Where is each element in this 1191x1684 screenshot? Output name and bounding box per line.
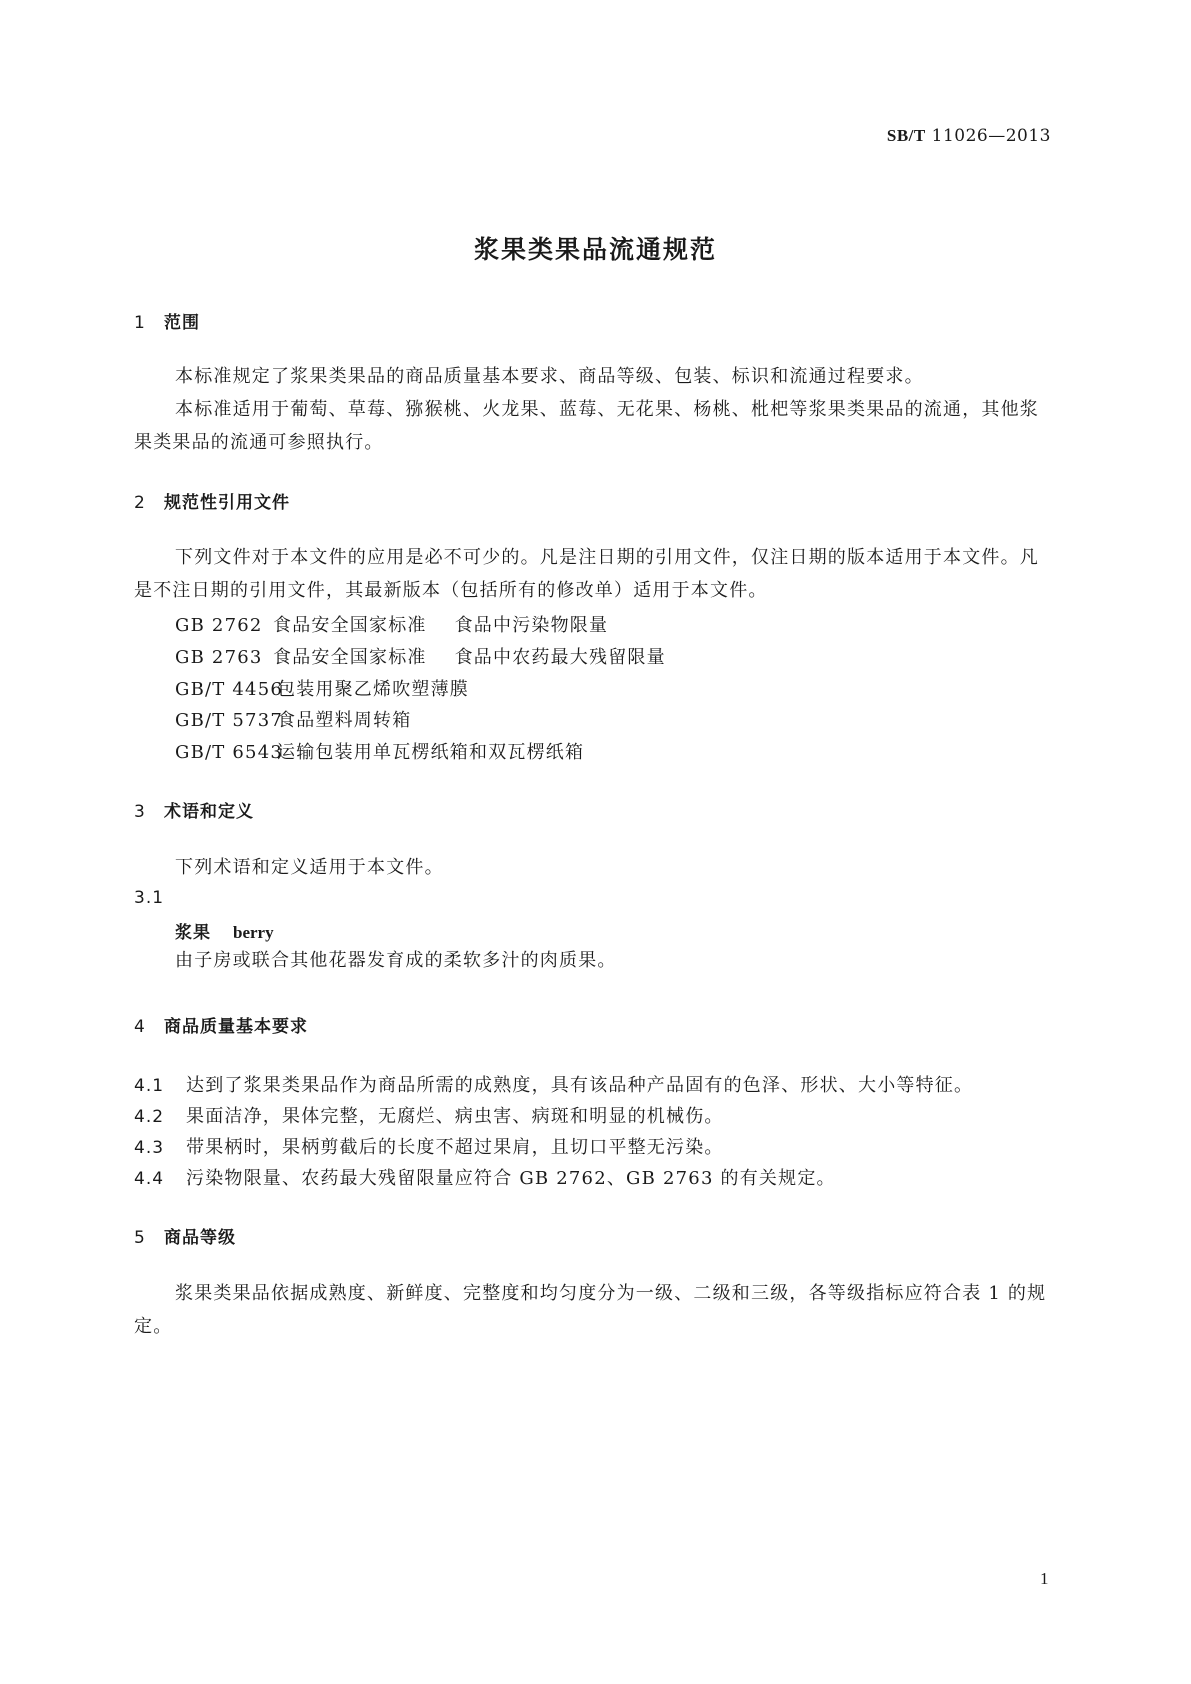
reference-subtitle: 食品中污染物限量: [454, 615, 609, 636]
reference-item: [175, 643, 666, 669]
term-definition: 由子房或联合其他花器发育成的柔软多汁的肉质果。: [175, 950, 617, 971]
reference-subtitle: 食品中农药最大残留限量: [454, 647, 666, 668]
section-5-paragraph: 浆果类果品依据成熟度、新鲜度、完整度和均匀度分为一级、二级和三级，各等级指标应符合表 1 的规定。: [134, 1283, 1047, 1337]
reference-code: GB 2763: [175, 647, 263, 668]
reference-title: 食品安全国家标准: [273, 615, 427, 636]
standard-code-number: 11026—2013: [931, 126, 1051, 146]
requirement-text: 带果柄时，果柄剪截后的长度不超过果肩，且切口平整无污染。: [186, 1137, 724, 1158]
section-3-heading: [134, 797, 254, 822]
reference-code: GB/T 6543: [175, 742, 284, 763]
term-heading: [175, 918, 274, 943]
section-number: 2: [134, 493, 146, 513]
section-2-heading: [134, 488, 290, 513]
term-english: berry: [233, 923, 274, 942]
reference-code: GB 2762: [175, 615, 263, 636]
reference-code: GB/T 5737: [175, 710, 284, 731]
term-chinese: 浆果: [175, 923, 211, 943]
section-3-intro: 下列术语和定义适用于本文件。: [175, 857, 444, 878]
requirement-item: [134, 1133, 724, 1159]
section-title: 商品等级: [164, 1228, 236, 1248]
section-2-intro: 下列文件对于本文件的应用是必不可少的。凡是注日期的引用文件，仅注日期的版本适用于本文件。凡是不注日期的引用文件，其最新版本（包括所有的修改单）适用于本文件。: [134, 547, 1039, 601]
document-title: 浆果类果品流通规范: [473, 235, 717, 264]
section-title: 范围: [164, 313, 200, 333]
page-number: 1: [1040, 1569, 1049, 1588]
reference-item: [175, 675, 469, 701]
requirement-item: [134, 1164, 836, 1190]
reference-code: GB/T 4456: [175, 679, 284, 700]
section-number: 5: [134, 1228, 146, 1248]
requirement-number: 4.4: [134, 1169, 165, 1189]
requirement-number: 4.3: [134, 1138, 165, 1158]
reference-item: [175, 738, 584, 764]
requirement-text: 达到了浆果类果品作为商品所需的成熟度，具有该品种产品固有的色泽、形状、大小等特征。: [186, 1075, 974, 1096]
section-1-paragraph-2: 本标准适用于葡萄、草莓、猕猴桃、火龙果、蓝莓、无花果、杨桃、枇杷等浆果类果品的流通，其他浆果类果品的流通可参照执行。: [134, 399, 1039, 453]
reference-item: [175, 611, 608, 637]
requirement-text: 污染物限量、农药最大残留限量应符合 GB 2762、GB 2763 的有关规定。: [186, 1168, 836, 1189]
reference-title: 食品塑料周转箱: [277, 710, 412, 731]
requirement-item: [134, 1071, 973, 1097]
section-number: 4: [134, 1017, 146, 1037]
section-1-heading: [134, 308, 200, 333]
term-number: 3.1: [134, 888, 165, 908]
section-number: 3: [134, 802, 146, 822]
reference-item: [175, 706, 411, 732]
section-title: 商品质量基本要求: [164, 1017, 308, 1037]
section-1-paragraph-1: 本标准规定了浆果类果品的商品质量基本要求、商品等级、包装、标识和流通过程要求。: [175, 366, 924, 387]
requirement-item: [134, 1102, 724, 1128]
requirement-number: 4.1: [134, 1076, 165, 1096]
section-number: 1: [134, 313, 146, 333]
section-title: 术语和定义: [164, 802, 254, 822]
standard-code: [887, 126, 1051, 146]
section-title: 规范性引用文件: [164, 493, 290, 513]
reference-title: 运输包装用单瓦楞纸箱和双瓦楞纸箱: [277, 742, 585, 763]
reference-title: 包装用聚乙烯吹塑薄膜: [277, 679, 469, 700]
section-5-heading: [134, 1223, 236, 1248]
section-4-heading: [134, 1012, 308, 1037]
requirement-text: 果面洁净，果体完整，无腐烂、病虫害、病斑和明显的机械伤。: [186, 1106, 724, 1127]
standard-code-prefix: SB/T: [886, 126, 926, 145]
reference-title: 食品安全国家标准: [273, 647, 427, 668]
requirement-number: 4.2: [134, 1107, 165, 1127]
